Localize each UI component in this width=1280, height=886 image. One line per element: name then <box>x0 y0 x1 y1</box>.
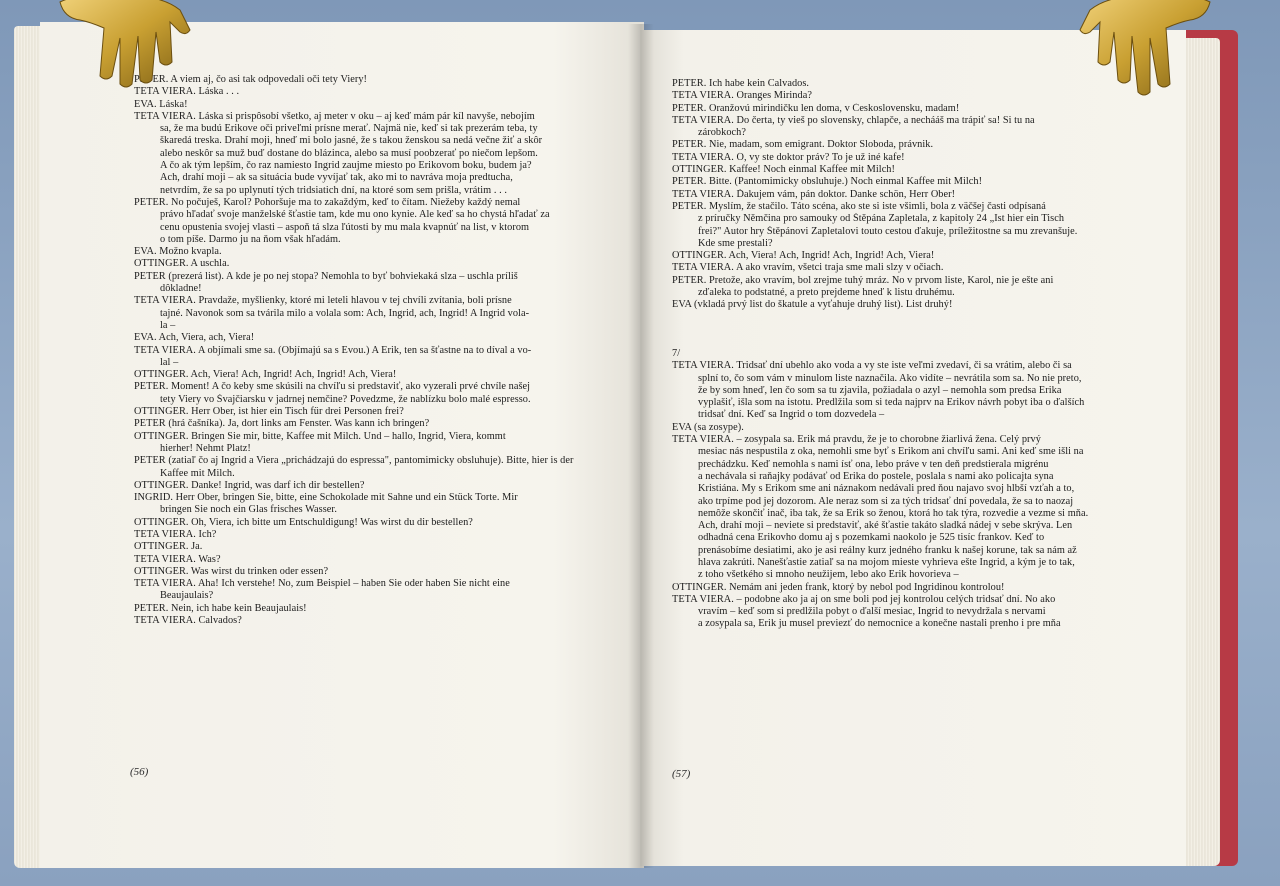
text-line: vyplašiť, išla som na istotu. Predĺžila som si teda najprv na Erikov návrh pobyt iba o ďalších <box>698 397 1085 409</box>
text-line: PETER. Nie, madam, som emigrant. Doktor Sloboda, právnik. <box>672 139 934 151</box>
text-line: TETA VIERA. Láska si prispôsobí všetko, aj meter v oku – aj keď mám pár kíl navyše, nebojím <box>134 110 535 122</box>
text-line: OTTINGER. Danke! Ingrid, was darf ich dir bestellen? <box>134 479 365 491</box>
text-line: PETER. Oranžovú mirindičku len doma, v Československu, madam! <box>672 102 960 114</box>
right-page-number: (57) <box>672 768 691 780</box>
left-page-number: (56) <box>130 766 149 778</box>
text-line: z toho všetkého si mnoho neužijem, lebo ako Erik hovorieva – <box>698 569 959 581</box>
text-line: TETA VIERA. Tridsať dní ubehlo ako voda a vy ste iste veľmi zvedaví, či sa vrátim, alebo či sa <box>672 360 1072 372</box>
right-page <box>640 30 1186 866</box>
brass-hand-icon <box>50 0 200 102</box>
text-line: PETER. Nein, ich habe kein Beaujaulais! <box>134 602 307 614</box>
text-line: TETA VIERA. Ďakujem vám, pán doktor. Danke schön, Herr Ober! <box>672 188 956 200</box>
text-line: hierher! Nehmt Platz! <box>160 442 251 454</box>
text-line: INGRID. Herr Ober, bringen Sie, bitte, eine Schokolade mit Sahne und ein Stück Torte. Mir <box>134 492 518 504</box>
text-line: TETA VIERA. Was? <box>134 553 221 565</box>
text-line: frei?" Autor hry Štěpánovi Zapletalovi touto cestou ďakuje, príležitostne sa mu zrevanšuje. <box>698 225 1078 237</box>
scene-marker: 7/ <box>672 347 681 359</box>
text-line: sa, že ma budú Erikove oči priveľmi prísne merať. Najmä nie, keď si tak prezerám teba, ty <box>160 123 538 135</box>
text-line: tajné. Navonok som sa tvárila milo a volala som: Ach, Ingrid, ach, Ingrid! A Ingrid vola- <box>160 307 530 319</box>
section-gap <box>672 336 1148 348</box>
text-line: nemôže skončiť inač, iba tak, že sa Erik so ženou, ktorá ho tak týra, rozvedie a vezme si mňa. <box>698 507 1089 519</box>
text-line: TETA VIERA. Pravdaže, myšlienky, ktoré mi leteli hlavou v tej chvíli zvítania, boli prísne <box>134 295 512 307</box>
text-line: Ach, drahí moji – neviete si predstaviť, aké šťastie takáto sladká nádej v sebe skrýva. Len <box>698 520 1073 532</box>
text-line: prenásobíme desiatimi, ako je asi reálny kurz jedného franku k našej korune, tak sa nám až <box>698 544 1077 556</box>
text-line: o tom píše. Darmo ju na ňom však hľadám. <box>160 233 341 245</box>
text-line: PETER (hrá čašníka). Ja, dort links am Fenster. Was kann ich bringen? <box>134 418 430 430</box>
text-line: PETER. No počuješ, Karol? Pohoršuje ma to zakaždým, keď to čítam. Niežeby každý nemal <box>134 196 521 208</box>
text-line: PETER. A viem aj, čo asi tak odpovedali oči tety Viery! <box>134 74 368 85</box>
text-line: že by som hneď, len čo som sa tu zjavila, požiadala o azyl – nemohla som predsa Erika <box>698 384 1062 396</box>
section-gap <box>672 312 1148 336</box>
text-line: PETER. Ich habe kein Calvados. <box>672 78 810 89</box>
text-line: EVA (sa zosype). <box>672 421 744 433</box>
text-line: OTTINGER. Was wirst du trinken oder essen? <box>134 565 329 577</box>
text-line: TETA VIERA. – podobne ako ja aj on sme boli pod jej kontrolou celých tridsať dní. No ako <box>672 593 1056 605</box>
text-line: cenu opustenia svojej vlasti – aspoň tá slza ľútosti by mu mala kvapnúť na list, v ktorom <box>160 221 530 233</box>
text-line: alebo neskôr sa muž buď dostane do blázinca, alebo sa musí poobzerať po niečom lepšom. <box>160 147 538 159</box>
text-line: ako trpíme pod jej dozorom. Ale neraz som si za tých tridsať dní povedala, že sa to naozaj <box>698 495 1074 507</box>
text-line: zďaleka to podstatné, a preto prejdeme hneď k listu druhému. <box>698 287 955 299</box>
text-line: prechádzku. Keď nemohla s nami ísť ona, lebo práve v ten deň predstierala migrénu <box>698 458 1049 470</box>
text-line: OTTINGER. Ach, Viera! Ach, Ingrid! Ach, Ingrid! Ach, Viera! <box>672 250 935 262</box>
text-line: bringen Sie noch ein Glas frisches Wasser. <box>160 504 337 516</box>
text-line: Kde sme prestali? <box>698 237 773 249</box>
text-line: TETA VIERA. – zosypala sa. Erik má pravdu, že je to chorobne žiarlivá žena. Celý prvý <box>672 434 1041 446</box>
text-line: TETA VIERA. Láska . . . <box>134 86 240 98</box>
text-line: la – <box>160 319 176 331</box>
text-line: EVA. Možno kvapla. <box>134 246 222 258</box>
text-line: PETER. Bitte. (Pantomimicky obsluhuje.) Noch einmal Kaffee mit Milch! <box>672 176 983 188</box>
text-line: TETA VIERA. Ich? <box>134 528 217 540</box>
text-line: Ach, drahí moji – ak sa situácia bude vyvíjať tak, ako mi to navráva moja predtucha, <box>160 172 513 184</box>
text-line: a nechávala si raňajky podávať od Erika do postele, poslala s nami ako policajta syna <box>698 470 1054 482</box>
left-page <box>40 22 644 868</box>
text-line: Kristiána. My s Erikom sme ani náznakom nedávali pred ňou najavo svoj hlbší vzťah a to, <box>698 483 1075 495</box>
text-line: Kaffee mit Milch. <box>160 467 235 479</box>
text-line: lal – <box>160 356 179 368</box>
text-line: OTTINGER. A uschla. <box>134 258 230 270</box>
text-line: a zosypala sa, Erik ju musel previezť do nemocnice a konečne nastali prenho i pre mňa <box>698 618 1061 630</box>
text-line: zárobkoch? <box>698 127 746 139</box>
text-line: PETER. Pretože, ako vravím, bol zrejme tuhý mráz. No v prvom liste, Karol, nie je ešte ani <box>672 274 1054 286</box>
text-line: PETER. Myslím, že stačilo. Táto scéna, ako ste si iste všimli, bola z väčšej časti odpísaná <box>672 200 1046 212</box>
text-line: OTTINGER. Kaffee! Noch einmal Kaffee mit Milch! <box>672 164 895 176</box>
text-line: TETA VIERA. A ako vravím, všetci traja sme mali slzy v očiach. <box>672 262 944 274</box>
text-line: EVA. Láska! <box>134 98 188 110</box>
text-line: EVA (vkladá prvý list do škatule a vyťahuje druhý list). List druhý! <box>672 299 953 311</box>
right-page-text <box>672 78 1148 631</box>
book-spine-shadow <box>628 24 654 868</box>
text-line: EVA. Ach, Viera, ach, Viera! <box>134 332 255 344</box>
text-line: TETA VIERA. A objímali sme sa. (Objímajú sa s Evou.) A Erik, ten sa šťastne na to díval a vo- <box>134 344 532 356</box>
text-line: TETA VIERA. Aha! Ich verstehe! No, zum Beispiel – haben Sie oder haben Sie nicht eine <box>134 578 510 590</box>
text-line: z príručky Němčina pro samouky od Štěpána Zapletala, z kapitoly 24 „Ist hier ein Tisch <box>698 213 1065 225</box>
text-line: tety Viery vo Švajčiarsku v jadrnej nemčine? Povedzme, že nablízku bolo malé espresso. <box>160 393 531 405</box>
text-line: dôkladne! <box>160 283 202 295</box>
text-line: netvrdím, že sa po uplynutí tých tridsiatich dní, na ktoré som sem prišla, vrátim . . . <box>160 184 507 196</box>
text-line: mesiac nás nespustila z oka, nemohli sme byť s Erikom ani chvíľu sami. Ani keď sme išli na <box>698 446 1084 458</box>
text-line: A čo ak tým lepším, čo raz namiesto Ingrid zaujme miesto po Erikovom boku, budem ja? <box>160 160 532 172</box>
text-line: vravím – keď som si predĺžila pobyt o ďalší mesiac, Ingrid to nevydržala s nervami <box>698 606 1046 618</box>
text-line: TETA VIERA. Calvados? <box>134 615 242 627</box>
text-line: Beaujaulais? <box>160 590 214 602</box>
text-line: OTTINGER. Nemám ani jeden frank, ktorý by nebol pod Ingridinou kontrolou! <box>672 581 1005 593</box>
text-line: TETA VIERA. Ó, vy ste doktor práv? To je už iné kafe! <box>672 151 905 163</box>
right-page-text-bottom <box>672 360 1148 631</box>
text-line: OTTINGER. Bringen Sie mir, bitte, Kaffee mit Milch. Und – hallo, Ingrid, Viera, kommt <box>134 430 506 442</box>
right-page-text-top <box>672 78 1148 312</box>
text-line: PETER (zatiaľ čo aj Ingrid a Viera „prichádzajú do espressa", pantomimicky obsluhuje). Bitte, hier is der <box>134 455 574 467</box>
text-line: OTTINGER. Ja. <box>134 541 203 553</box>
left-page-text <box>134 74 614 627</box>
text-line: OTTINGER. Ach, Viera! Ach, Ingrid! Ach, Ingrid! Ach, Viera! <box>134 369 397 381</box>
text-line: TETA VIERA. Oranges Mirinda? <box>672 90 812 102</box>
text-line: tridsať dní. Keď sa Ingrid o tom dozvedela – <box>698 409 885 421</box>
text-line: odhadná cena Erikovho domu aj s pozemkami naokolo je 525 tisíc frankov. Keď to <box>698 532 1045 544</box>
text-line: PETER (prezerá list). A kde je po nej stopa? Nemohla to byť bohviekaká slza – uschla príliš <box>134 270 518 282</box>
text-line: hlava zakrúti. Nanešťastie zatiaľ sa na mojom mieste vyhrieva ešte Ingrid, a kým je to tak, <box>698 556 1075 568</box>
text-line: OTTINGER. Herr Ober, ist hier ein Tisch für drei Personen frei? <box>134 406 404 418</box>
text-line: splní to, čo som vám v minulom liste naznačila. Ako vidíte – nevrátila som sa. No nie preto, <box>698 372 1082 384</box>
text-line: škaredá treska. Drahí moji, hneď mi bolo jasné, že s takou ženskou sa nedá večne žiť a skôr <box>160 135 543 147</box>
text-line: OTTINGER. Oh, Viera, ich bitte um Entschuldigung! Was wirst du dir bestellen? <box>134 516 473 528</box>
text-line: právo hľadať svoje manželské šťastie tam, kde mu ono kynie. Ale keď sa ho chystá hľadať za <box>160 209 550 221</box>
text-line: TETA VIERA. Do čerta, ty vieš po slovensky, chlapče, a nechááš ma trápiť sa! Si tu na <box>672 114 1035 126</box>
text-line: PETER. Moment! A čo keby sme skúsili na chvíľu si predstaviť, ako vyzerali prvé chvíle našej <box>134 381 531 393</box>
brass-hand-icon <box>1070 0 1220 102</box>
